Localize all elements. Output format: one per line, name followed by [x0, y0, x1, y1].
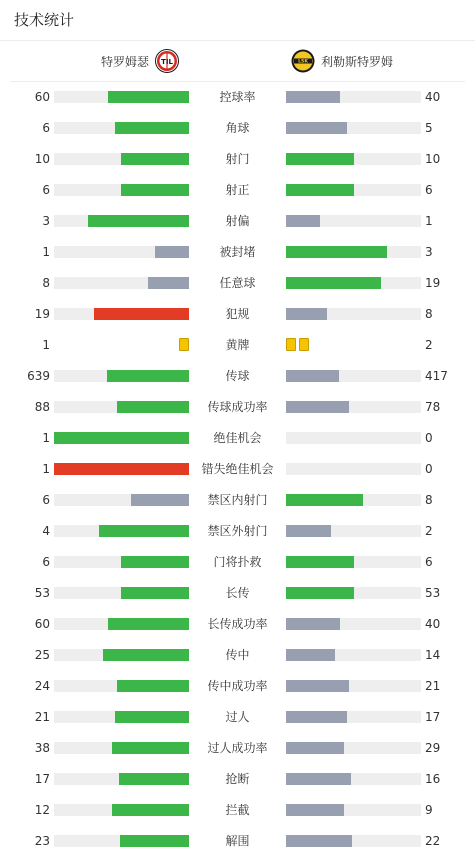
home-stat-bar-fill — [155, 246, 189, 258]
yellow-card-icon — [286, 338, 296, 351]
home-stat-bar-fill — [121, 556, 189, 568]
away-stat-bar-track — [286, 153, 421, 165]
home-stat-value: 6 — [42, 121, 50, 135]
home-stat-bar-fill — [88, 215, 189, 227]
tromso-club-crest-icon — [155, 49, 179, 73]
away-team-name: 利勒斯特罗姆 — [321, 54, 394, 69]
home-stat-value: 6 — [42, 183, 50, 197]
away-stat-bar-fill — [286, 742, 344, 754]
stats-list — [0, 82, 475, 857]
away-stat-bar-fill — [286, 494, 363, 506]
away-stat-bar-track — [286, 308, 421, 320]
home-stat-bar-fill — [117, 680, 189, 692]
home-stat-bar-fill — [121, 587, 189, 599]
home-stat-bar-track — [54, 91, 189, 103]
away-stat-bar-track — [286, 618, 421, 630]
away-stat-bar-track — [286, 463, 421, 475]
home-stat-bar-fill — [121, 184, 189, 196]
stat-label: 传球 — [225, 369, 250, 383]
home-team[interactable] — [101, 41, 179, 81]
stat-row — [0, 330, 475, 361]
stat-label: 射正 — [225, 183, 250, 197]
stat-row — [0, 640, 475, 671]
stat-row — [0, 144, 475, 175]
home-stat-bar-fill — [112, 742, 189, 754]
home-stat-bar-track — [54, 618, 189, 630]
stat-label: 长传 — [225, 586, 250, 600]
away-stat-bar-fill — [286, 804, 344, 816]
away-stat-bar-fill — [286, 122, 347, 134]
stat-label: 被封堵 — [219, 245, 256, 259]
away-stat-bar-track — [286, 215, 421, 227]
away-stat-bar-track — [286, 525, 421, 537]
home-stat-value: 6 — [42, 493, 50, 507]
stat-row — [0, 82, 475, 113]
stat-label: 禁区外射门 — [207, 524, 268, 538]
home-stat-value: 23 — [34, 834, 50, 848]
away-stat-bar-track — [286, 804, 421, 816]
home-stat-value: 6 — [42, 555, 50, 569]
stat-row — [0, 206, 475, 237]
home-stat-value: 21 — [34, 710, 50, 724]
lillestrom-club-crest-icon — [291, 49, 315, 73]
away-stat-value: 3 — [425, 245, 433, 259]
home-stat-value: 60 — [34, 90, 50, 104]
home-stat-bar-track — [54, 680, 189, 692]
stat-label: 控球率 — [219, 90, 256, 104]
away-stat-value: 1 — [425, 214, 433, 228]
stat-row — [0, 175, 475, 206]
away-yellow-cards — [286, 338, 309, 351]
away-stat-value: 29 — [425, 741, 441, 755]
away-stat-value: 0 — [425, 431, 433, 445]
yellow-card-icon — [299, 338, 309, 351]
away-stat-bar-track — [286, 494, 421, 506]
home-stat-value: 38 — [34, 741, 50, 755]
home-stat-bar-fill — [54, 463, 189, 475]
away-stat-bar-track — [286, 277, 421, 289]
stat-label: 传球成功率 — [207, 400, 268, 414]
home-stat-bar-fill — [119, 773, 189, 785]
stat-label: 传中 — [225, 648, 250, 662]
away-stat-bar-fill — [286, 649, 335, 661]
away-stat-value: 6 — [425, 183, 433, 197]
stat-row — [0, 423, 475, 454]
stat-row — [0, 795, 475, 826]
home-stat-bar-fill — [115, 711, 189, 723]
away-stat-value: 40 — [425, 90, 441, 104]
stat-label: 过人 — [225, 710, 250, 724]
away-stat-bar-track — [286, 680, 421, 692]
away-stat-bar-fill — [286, 215, 320, 227]
away-stat-value: 0 — [425, 462, 433, 476]
away-stat-bar-fill — [286, 773, 351, 785]
away-stat-bar-fill — [286, 680, 349, 692]
home-stat-bar-track — [54, 649, 189, 661]
home-stat-value: 24 — [34, 679, 50, 693]
stat-label: 传中成功率 — [207, 679, 268, 693]
home-stat-bar-fill — [115, 122, 189, 134]
home-stat-bar-fill — [112, 804, 189, 816]
away-stat-bar-track — [286, 773, 421, 785]
home-stat-bar-track — [54, 587, 189, 599]
stat-label: 错失绝佳机会 — [201, 462, 274, 476]
home-stat-bar-track — [54, 370, 189, 382]
away-stat-bar-track — [286, 122, 421, 134]
home-stat-bar-track — [54, 184, 189, 196]
home-stat-bar-track — [54, 308, 189, 320]
home-stat-value: 1 — [42, 245, 50, 259]
stat-row — [0, 516, 475, 547]
away-stat-value: 22 — [425, 834, 441, 848]
away-stat-value: 17 — [425, 710, 441, 724]
home-stat-value: 17 — [34, 772, 50, 786]
home-crest-text: TIL — [161, 58, 173, 66]
home-stat-bar-track — [54, 494, 189, 506]
home-stat-bar-track — [54, 122, 189, 134]
away-stat-value: 5 — [425, 121, 433, 135]
home-stat-bar-track — [54, 246, 189, 258]
away-stat-bar-fill — [286, 587, 354, 599]
stat-row — [0, 764, 475, 795]
stat-row — [0, 671, 475, 702]
stat-row — [0, 268, 475, 299]
home-stat-value: 1 — [42, 338, 50, 352]
home-stat-value: 10 — [34, 152, 50, 166]
home-stat-value: 12 — [34, 803, 50, 817]
away-stat-bar-fill — [286, 308, 327, 320]
home-stat-bar-fill — [117, 401, 189, 413]
away-stat-bar-fill — [286, 711, 347, 723]
stat-label: 绝佳机会 — [213, 431, 262, 445]
stat-label: 过人成功率 — [207, 741, 268, 755]
home-stat-bar-track — [54, 742, 189, 754]
away-stat-value: 8 — [425, 307, 433, 321]
stat-row — [0, 361, 475, 392]
home-stat-value: 3 — [42, 214, 50, 228]
home-stat-bar-fill — [107, 370, 189, 382]
home-stat-bar-fill — [54, 432, 189, 444]
away-stat-value: 78 — [425, 400, 441, 414]
away-stat-bar-track — [286, 401, 421, 413]
home-stat-value: 19 — [34, 307, 50, 321]
home-stat-value: 25 — [34, 648, 50, 662]
stat-row — [0, 702, 475, 733]
stat-label: 射门 — [225, 152, 250, 166]
home-stat-bar-track — [54, 215, 189, 227]
away-stat-value: 16 — [425, 772, 441, 786]
stat-row — [0, 392, 475, 423]
stat-row — [0, 547, 475, 578]
home-stat-value: 639 — [27, 369, 50, 383]
home-stat-bar-fill — [148, 277, 189, 289]
home-stat-bar-track — [54, 432, 189, 444]
home-stat-bar-fill — [99, 525, 189, 537]
away-stat-value: 53 — [425, 586, 441, 600]
home-stat-bar-track — [54, 835, 189, 847]
home-stat-bar-fill — [108, 618, 189, 630]
stat-label: 长传成功率 — [207, 617, 268, 631]
stat-label: 犯规 — [225, 307, 250, 321]
home-stat-bar-track — [54, 463, 189, 475]
away-stat-bar-track — [286, 556, 421, 568]
away-stat-bar-track — [286, 742, 421, 754]
away-stat-bar-fill — [286, 835, 352, 847]
stat-label: 射偏 — [225, 214, 250, 228]
stat-label: 抢断 — [225, 772, 250, 786]
home-stat-bar-track — [54, 401, 189, 413]
home-stat-bar-fill — [94, 308, 189, 320]
away-stat-bar-track — [286, 432, 421, 444]
away-stat-bar-track — [286, 711, 421, 723]
away-crest-text: LSK — [298, 59, 308, 65]
home-stat-bar-fill — [131, 494, 189, 506]
home-stat-bar-fill — [108, 91, 189, 103]
away-stat-bar-fill — [286, 525, 331, 537]
away-stat-value: 9 — [425, 803, 433, 817]
stat-row — [0, 113, 475, 144]
away-stat-bar-fill — [286, 246, 387, 258]
away-stat-bar-fill — [286, 618, 340, 630]
stat-label: 黄牌 — [225, 338, 250, 352]
away-stat-value: 19 — [425, 276, 441, 290]
away-stat-bar-track — [286, 649, 421, 661]
away-stat-bar-track — [286, 370, 421, 382]
away-stat-bar-track — [286, 91, 421, 103]
away-stat-bar-fill — [286, 370, 339, 382]
stat-label: 禁区内射门 — [207, 493, 268, 507]
stat-row — [0, 237, 475, 268]
stat-label: 拦截 — [225, 803, 250, 817]
page-title: 技术统计 — [0, 0, 475, 41]
away-stat-bar-fill — [286, 91, 340, 103]
away-stat-value: 10 — [425, 152, 441, 166]
home-stat-bar-fill — [121, 153, 189, 165]
away-stat-bar-fill — [286, 184, 354, 196]
teams-header — [10, 41, 465, 82]
away-stat-bar-track — [286, 587, 421, 599]
stat-label: 解围 — [225, 834, 250, 848]
yellow-card-icon — [179, 338, 189, 351]
home-stat-bar-fill — [120, 835, 189, 847]
home-stat-bar-track — [54, 804, 189, 816]
stat-row — [0, 485, 475, 516]
stat-row — [0, 578, 475, 609]
stat-label: 角球 — [225, 121, 250, 135]
stat-row — [0, 733, 475, 764]
away-stat-bar-fill — [286, 556, 354, 568]
home-stat-bar-track — [54, 153, 189, 165]
away-stat-bar-fill — [286, 401, 349, 413]
home-stat-bar-track — [54, 277, 189, 289]
away-stat-bar-track — [286, 184, 421, 196]
home-stat-value: 1 — [42, 431, 50, 445]
away-stat-value: 2 — [425, 524, 433, 538]
home-stat-bar-track — [54, 711, 189, 723]
away-stat-value: 6 — [425, 555, 433, 569]
away-stat-value: 417 — [425, 369, 448, 383]
away-stat-value: 14 — [425, 648, 441, 662]
home-stat-bar-fill — [103, 649, 189, 661]
home-yellow-cards — [179, 338, 189, 351]
away-stat-bar-track — [286, 835, 421, 847]
stat-row — [0, 826, 475, 857]
home-stat-bar-track — [54, 556, 189, 568]
stat-row — [0, 609, 475, 640]
stat-row — [0, 454, 475, 485]
home-stat-value: 60 — [34, 617, 50, 631]
home-stat-value: 88 — [34, 400, 50, 414]
home-stat-value: 53 — [34, 586, 50, 600]
stat-row — [0, 299, 475, 330]
home-team-name: 特罗姆瑟 — [100, 54, 149, 69]
home-stat-bar-track — [54, 773, 189, 785]
stat-label: 任意球 — [219, 276, 256, 290]
away-stat-bar-fill — [286, 277, 381, 289]
away-stat-value: 21 — [425, 679, 441, 693]
away-stat-value: 8 — [425, 493, 433, 507]
home-stat-value: 8 — [42, 276, 50, 290]
home-stat-value: 4 — [42, 524, 50, 538]
away-stat-value: 40 — [425, 617, 441, 631]
home-stat-bar-track — [54, 525, 189, 537]
away-stat-bar-track — [286, 246, 421, 258]
away-team[interactable] — [291, 41, 393, 81]
stat-label: 门将扑救 — [213, 555, 262, 569]
away-stat-value: 2 — [425, 338, 433, 352]
home-stat-value: 1 — [42, 462, 50, 476]
away-stat-bar-fill — [286, 153, 354, 165]
